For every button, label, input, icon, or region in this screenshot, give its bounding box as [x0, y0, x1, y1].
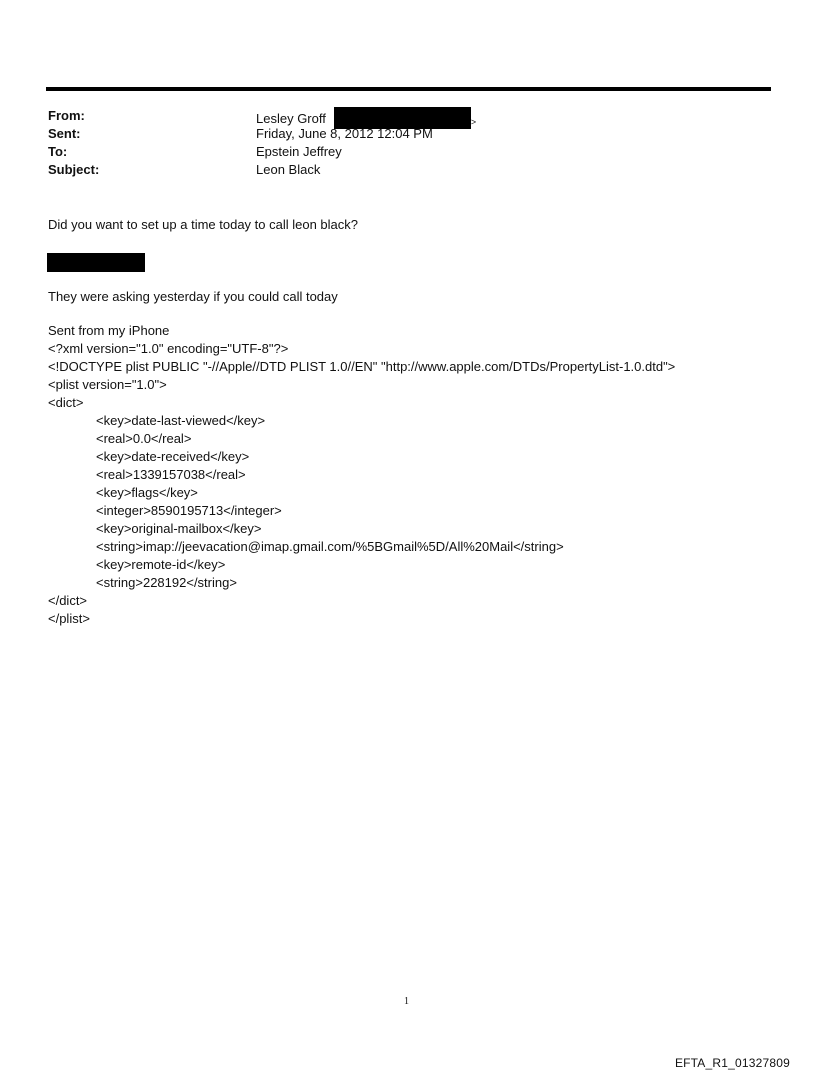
plist-line: <!DOCTYPE plist PUBLIC "-//Apple//DTD PLIST 1.0//EN" "http://www.apple.com/DTDs/PropertyList-1.0.dtd">	[48, 359, 676, 374]
subject-value: Leon Black	[256, 162, 321, 177]
email-closing-bracket: >	[470, 117, 477, 127]
subject-label: Subject:	[48, 162, 100, 177]
sent-label: Sent:	[48, 126, 81, 141]
signature-line: Sent from my iPhone	[48, 323, 170, 338]
plist-line: <real>1339157038</real>	[96, 467, 246, 482]
page-number: 1	[404, 996, 409, 1007]
email-header	[48, 107, 748, 179]
plist-line: <key>date-last-viewed</key>	[96, 413, 266, 428]
plist-line: <?xml version="1.0" encoding="UTF-8"?>	[48, 341, 289, 356]
plist-block	[48, 322, 675, 628]
to-row	[48, 143, 748, 161]
body-line-question: Did you want to set up a time today to call leon black?	[48, 217, 359, 232]
plist-line: <string>imap://jeevacation@imap.gmail.com/%5BGmail%5D/All%20Mail</string>	[96, 539, 564, 554]
plist-line: <key>original-mailbox</key>	[96, 521, 262, 536]
from-label: From:	[48, 108, 85, 123]
plist-line: <key>remote-id</key>	[96, 557, 226, 572]
redacted-text-block	[47, 253, 145, 272]
body-line-asking: They were asking yesterday if you could call today	[48, 289, 338, 304]
plist-line: </dict>	[48, 593, 88, 608]
header-divider	[46, 87, 771, 91]
plist-line: <plist version="1.0">	[48, 377, 167, 392]
plist-line: <key>flags</key>	[96, 485, 198, 500]
subject-row	[48, 161, 748, 179]
plist-line: <integer>8590195713</integer>	[96, 503, 282, 518]
plist-line: <key>date-received</key>	[96, 449, 250, 464]
plist-line: <real>0.0</real>	[96, 431, 192, 446]
to-label: To:	[48, 144, 68, 159]
document-id: EFTA_R1_01327809	[674, 1056, 790, 1070]
sender-name: Lesley Groff	[256, 111, 326, 126]
plist-line: <string>228192</string>	[96, 575, 237, 590]
plist-line: </plist>	[48, 611, 90, 626]
to-value: Epstein Jeffrey	[256, 144, 342, 159]
sent-value: Friday, June 8, 2012 12:04 PM	[256, 126, 433, 141]
sent-row	[48, 125, 748, 143]
from-row	[48, 107, 748, 125]
plist-line: <dict>	[48, 395, 84, 410]
